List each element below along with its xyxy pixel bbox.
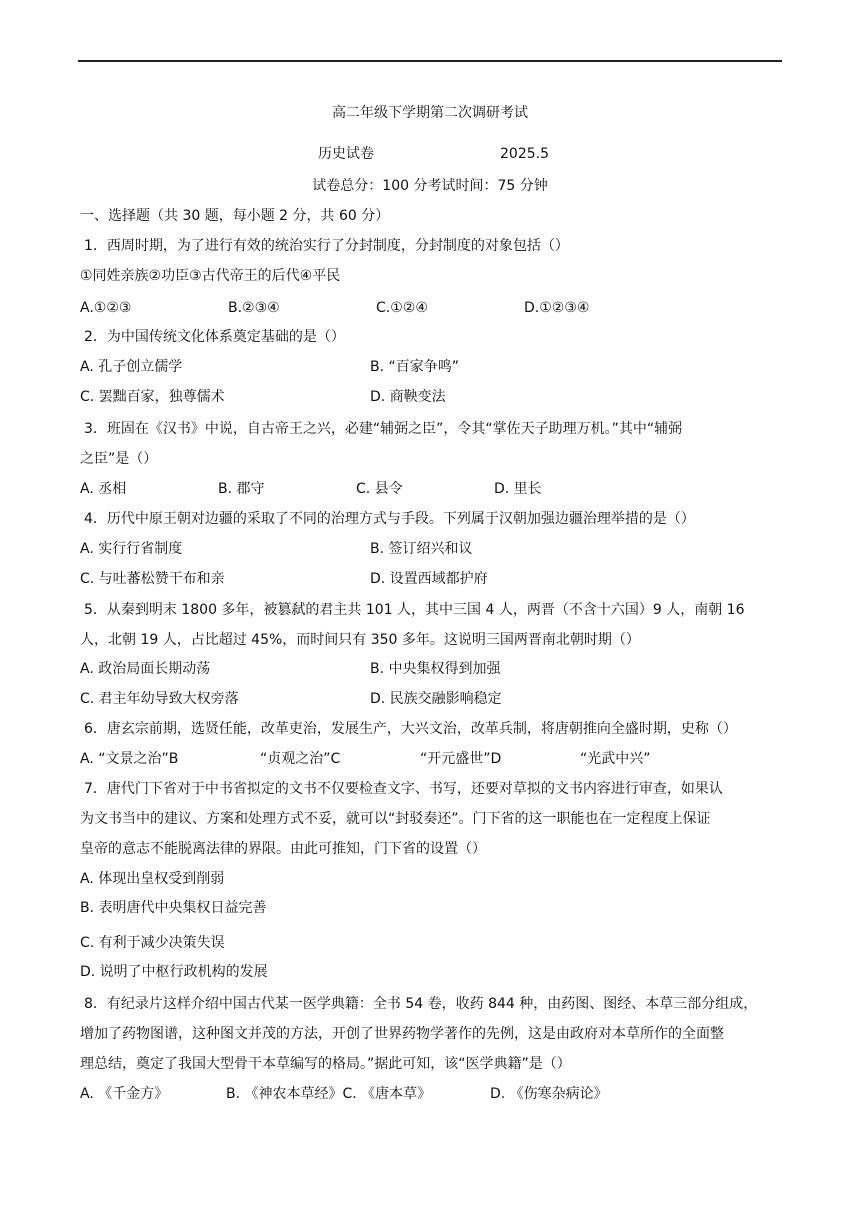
question-1-stem: 1．西周时期，为了进行有效的统治实行了分封制度，分封制度的对象包括（）: [84, 238, 569, 254]
exam-info: 试卷总分：100 分考试时间：75 分钟: [312, 178, 548, 194]
section-heading: 一、选择题（共 30 题，每小题 2 分，共 60 分）: [80, 208, 390, 224]
exam-year: 2025.5: [500, 146, 549, 162]
question-2-option-d[interactable]: D. 商鞅变法: [370, 389, 446, 405]
question-6-option-c[interactable]: “开元盛世”D: [420, 751, 502, 767]
question-4-option-a[interactable]: A. 实行行省制度: [80, 541, 183, 557]
question-2-option-c[interactable]: C. 罢黜百家，独尊儒术: [80, 389, 225, 405]
question-4-stem: 4．历代中原王朝对边疆的采取了不同的治理方式与手段。下列属于汉朝加强边疆治理举措的是（）: [84, 511, 695, 527]
question-2-option-b[interactable]: B. “百家争鸣”: [370, 359, 460, 375]
question-8-stem-line-3: 理总结，奠定了我国大型骨干本草编写的格局。”据此可知，该“医学典籍”是（）: [80, 1056, 571, 1072]
question-1-option-d[interactable]: D.①②③④: [524, 300, 590, 316]
question-7-option-a[interactable]: A. 体现出皇权受到削弱: [80, 871, 225, 887]
question-1-items: ①同姓亲族②功臣③古代帝王的后代④平民: [80, 268, 341, 284]
question-8-stem-line-2: 增加了药物图谱，这种图文并茂的方法，开创了世界药物学著作的先例，这是由政府对本草所作的全面整: [80, 1026, 724, 1042]
question-7-stem-line-3: 皇帝的意志不能脱离法律的界限。由此可推知，门下省的设置（）: [80, 841, 486, 857]
header-rule: [78, 60, 782, 62]
question-7-stem-line-1: 7．唐代门下省对于中书省拟定的文书不仅要检查文字、书写，还要对草拟的文书内容进行审查，如果认: [84, 781, 723, 797]
question-4-option-c[interactable]: C. 与吐蕃松赞干布和亲: [80, 571, 225, 587]
question-3-stem-line-1: 3．班固在《汉书》中说，自古帝王之兴，必建“辅弼之臣”，令其“掌佐天子助理万机。”其中“辅弼: [84, 421, 683, 437]
question-4-option-b[interactable]: B. 签订绍兴和议: [370, 541, 473, 557]
question-6-option-d[interactable]: “光武中兴”: [580, 751, 651, 767]
question-6-option-b[interactable]: “贞观之治”C: [260, 751, 341, 767]
question-3-option-a[interactable]: A. 丞相: [80, 481, 127, 497]
question-5-stem-line-1: 5．从秦到明末 1800 多年，被篡弑的君主共 101 人，其中三国 4 人，两晋（不含十六国）9 人，南朝 16: [84, 602, 745, 618]
question-3-option-d[interactable]: D. 里长: [494, 481, 542, 497]
question-5-stem-line-2: 人，北朝 19 人，占比超过 45%，而时间只有 350 多年。这说明三国两晋南北朝时期（）: [80, 632, 640, 648]
question-5-option-b[interactable]: B. 中央集权得到加强: [370, 661, 501, 677]
question-8-stem-line-1: 8．有纪录片这样介绍中国古代某一医学典籍：全书 54 卷，收药 844 种，由药图、图经、本草三部分组成，: [84, 996, 758, 1012]
question-4-option-d[interactable]: D. 设置西域都护府: [370, 571, 488, 587]
question-7-option-b[interactable]: B. 表明唐代中央集权日益完善: [80, 900, 267, 916]
question-3-stem-line-2: 之臣”是（）: [80, 451, 158, 467]
question-6-stem: 6．唐玄宗前期，选贤任能，改革吏治，发展生产，大兴文治，改革兵制，将唐朝推向全盛时期，史称（）: [84, 721, 737, 737]
question-6-option-a[interactable]: A. “文景之治”B: [80, 751, 179, 767]
question-2-option-a[interactable]: A. 孔子创立儒学: [80, 359, 183, 375]
question-1-option-a[interactable]: A.①②③: [80, 300, 132, 316]
question-5-option-c[interactable]: C. 君主年幼导致大权旁落: [80, 691, 239, 707]
question-7-stem-line-2: 为文书当中的建议、方案和处理方式不妥，就可以“封驳奏还”。门下省的这一职能也在一定程度上保证: [80, 811, 711, 827]
question-7-option-d[interactable]: D. 说明了中枢行政机构的发展: [80, 964, 268, 980]
exam-title: 高二年级下学期第二次调研考试: [332, 105, 528, 121]
exam-subject: 历史试卷: [318, 146, 374, 162]
question-7-option-c[interactable]: C. 有利于减少决策失误: [80, 935, 225, 951]
question-3-option-c[interactable]: C. 县令: [356, 481, 403, 497]
question-1-option-c[interactable]: C.①②④: [376, 300, 428, 316]
question-5-option-d[interactable]: D. 民族交融影响稳定: [370, 691, 502, 707]
question-2-stem: 2．为中国传统文化体系奠定基础的是（）: [84, 329, 345, 345]
question-5-option-a[interactable]: A. 政治局面长期动荡: [80, 661, 211, 677]
question-8-option-bc[interactable]: B. 《神农本草经》C. 《唐本草》: [226, 1086, 432, 1102]
question-8-option-a[interactable]: A. 《千金方》: [80, 1086, 169, 1102]
question-8-option-d[interactable]: D. 《伤寒杂病论》: [490, 1086, 608, 1102]
question-1-option-b[interactable]: B.②③④: [228, 300, 280, 316]
question-3-option-b[interactable]: B. 郡守: [218, 481, 265, 497]
